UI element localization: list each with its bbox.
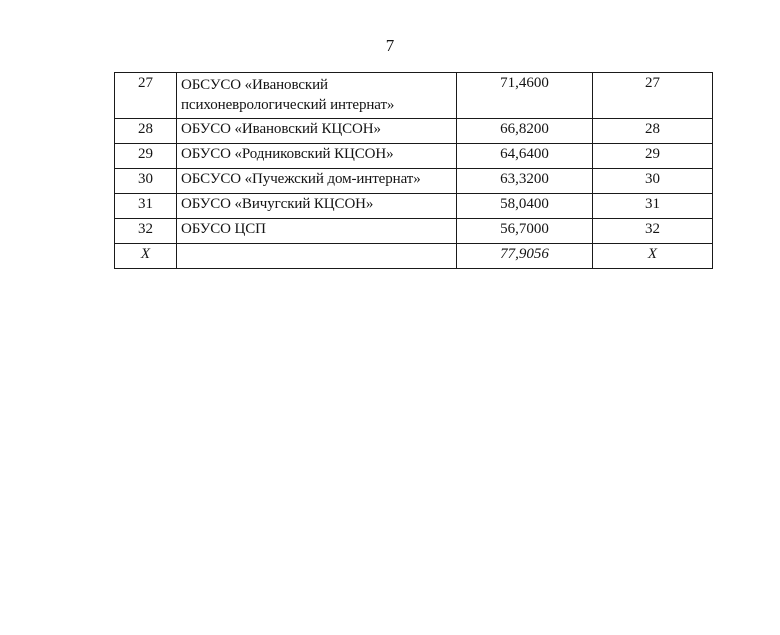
row-number: 28: [115, 118, 177, 143]
row-institution-name: ОБУСО «Родниковский КЦСОН»: [177, 143, 457, 168]
institutions-table: [114, 72, 713, 269]
row-rank: X: [593, 243, 713, 268]
table-row: [115, 118, 713, 143]
institution-name-line: психоневрологический интернат»: [181, 97, 395, 114]
row-rank: 31: [593, 193, 713, 218]
row-value: 77,9056: [457, 243, 593, 268]
row-institution-name: ОБУСО «Ивановский КЦСОН»: [177, 118, 457, 143]
table-row: [115, 218, 713, 243]
row-value: 56,7000: [457, 218, 593, 243]
row-rank: 27: [593, 73, 713, 119]
table-row-total: [115, 243, 713, 268]
row-value: 64,6400: [457, 143, 593, 168]
table-row: [115, 73, 713, 119]
row-number: X: [115, 243, 177, 268]
institution-name-line: ОБСУСО «Ивановский: [181, 77, 328, 93]
row-rank: 29: [593, 143, 713, 168]
page-number: 7: [385, 36, 395, 55]
table-body: [115, 73, 713, 269]
row-rank: 32: [593, 218, 713, 243]
row-number: 30: [115, 168, 177, 193]
table-row: [115, 168, 713, 193]
row-number: 31: [115, 193, 177, 218]
row-number: 27: [115, 73, 177, 119]
row-value: 66,8200: [457, 118, 593, 143]
row-value: 63,3200: [457, 168, 593, 193]
row-rank: 30: [593, 168, 713, 193]
row-number: 29: [115, 143, 177, 168]
row-number: 32: [115, 218, 177, 243]
table-container: [114, 72, 712, 269]
row-institution-name: [177, 243, 457, 268]
row-institution-name: ОБУСО «Вичугский КЦСОН»: [177, 193, 457, 218]
table-row: [115, 143, 713, 168]
row-value: 71,4600: [457, 73, 593, 119]
row-rank: 28: [593, 118, 713, 143]
table-row: [115, 193, 713, 218]
row-value: 58,0400: [457, 193, 593, 218]
row-institution-name: [177, 73, 457, 119]
row-institution-name: ОБУСО ЦСП: [177, 218, 457, 243]
row-institution-name: ОБСУСО «Пучежский дом-интернат»: [177, 168, 457, 193]
